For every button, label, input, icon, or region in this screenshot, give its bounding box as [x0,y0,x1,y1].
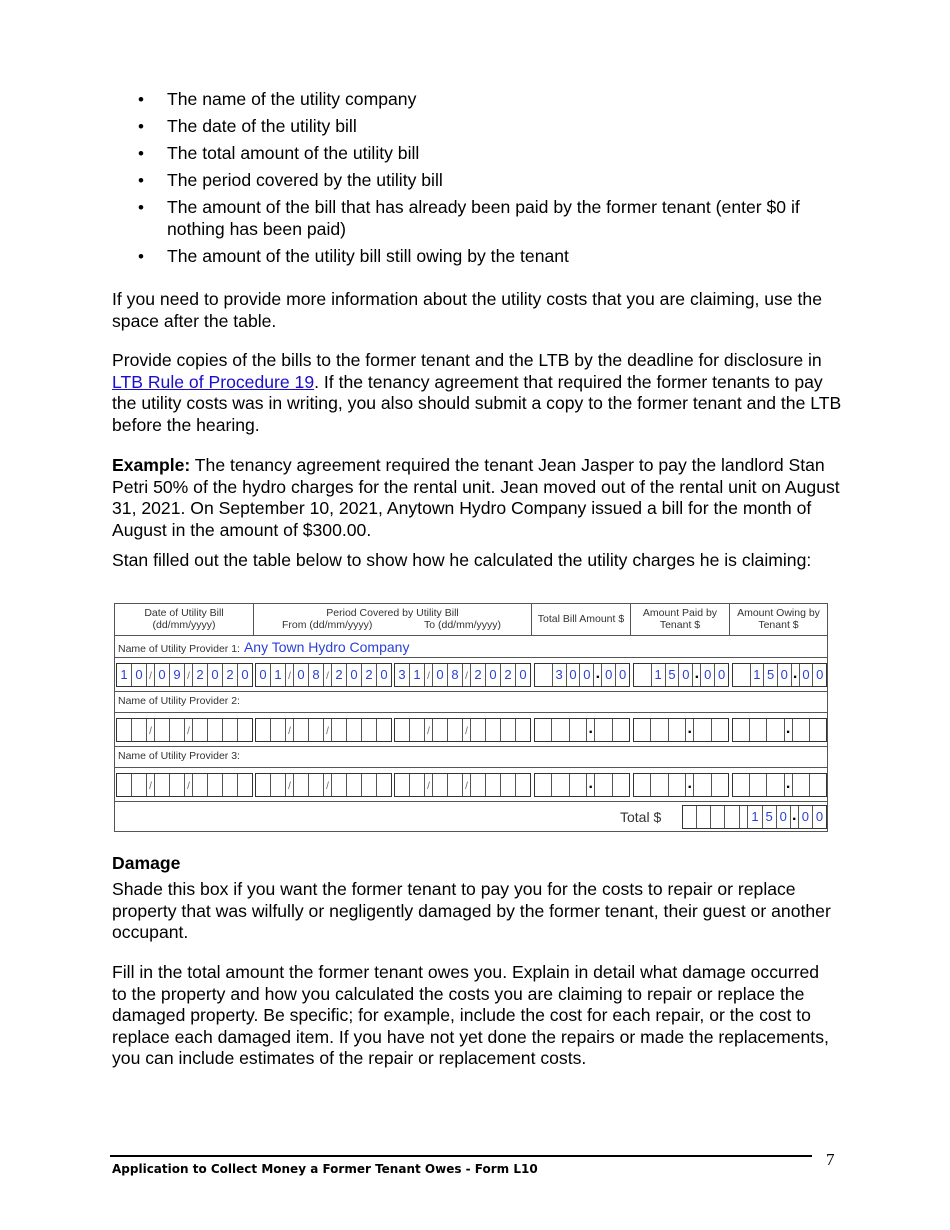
row1-to-field[interactable]: 3 1 / 0 8 / 2 0 2 0 [394,663,531,687]
footer-title: Application to Collect Money a Former Tenant Owes - Form L10 [112,1162,538,1176]
provider-1-name[interactable]: Any Town Hydro Company [243,639,410,655]
provider-3-label: Name of Utility Provider 3: [118,750,240,762]
row1-owing-field[interactable]: 1 5 0 . 0 0 [732,663,827,687]
total-label: Total $ [620,809,662,825]
footer-rule [110,1155,812,1157]
row2-to-field[interactable]: / / [394,718,531,742]
row2-total-field[interactable]: . [534,718,630,742]
row3-to-field[interactable]: / / [394,773,531,797]
requirements-list [112,89,852,273]
rule-19-link[interactable]: LTB Rule of Procedure 19 [112,371,315,392]
list-item: • The name of the utility company [112,89,852,111]
provider-2-label: Name of Utility Provider 2: [118,695,240,707]
info-paragraph: If you need to provide more information about the utility costs that you are claiming, use the space after the table. [112,289,823,331]
list-item: • The total amount of the utility bill [112,143,852,165]
example-text: The tenancy agreement required the tenant Jean Jasper to pay the landlord Stan Petri 50% of the hydro charges for the rental unit. Jean moved out of the rental unit on August 31, 2021. On September 10, 2021, Anytown Hydro Company issued a bill for the month of August in the amount of $300.00. [112,455,840,540]
header-total: Total Bill Amount $ [532,604,631,635]
disclosure-paragraph [112,350,847,436]
row3-total-field[interactable]: . [534,773,630,797]
header-period: Period Covered by Utility Bill From (dd/mm/yyyy) To (dd/mm/yyyy) [254,604,532,635]
provider-1-label: Name of Utility Provider 1: Any Town Hydro Company [118,639,410,655]
row2-date-field[interactable]: / / [116,718,253,742]
page-number: 7 [826,1150,835,1169]
header-owing: Amount Owing by Tenant $ [737,607,820,631]
header-paid: Amount Paid by Tenant $ [631,604,730,635]
list-item: • The date of the utility bill [112,116,852,138]
row1-total-field[interactable]: 3 0 0 . 0 0 [534,663,630,687]
row3-from-field[interactable]: / / [255,773,392,797]
disclosure-text: Provide copies of the bills to the former tenant and the LTB by the deadline for disclosure in [112,350,822,370]
row3-paid-field[interactable]: . [633,773,729,797]
table-intro: Stan filled out the table below to show how he calculated the utility charges he is claiming: [112,550,812,570]
row3-date-field[interactable]: / / [116,773,253,797]
row2-owing-field[interactable]: . [732,718,827,742]
row2-paid-field[interactable]: . [633,718,729,742]
list-item: • The amount of the utility bill still owing by the tenant [112,246,852,268]
disclosure-text-end: . If the tenancy agreement that required the former tenants to pay the utility costs was in writing, you also should submit a copy to the former tenant and the LTB before the hearing. [112,371,842,435]
damage-paragraph-2: Fill in the total amount the former tenant owes you. Explain in detail what damage occurred to the property and how you calculated the costs you are claiming to repair or replace the damaged property. Be specific; for example, include the cost for each repair, or the cost to replace each damaged item. If you have not yet done the repairs or made the replacements, you can include estimates of the repair or replacement costs. [112,962,829,1068]
row3-owing-field[interactable]: . [732,773,827,797]
row1-from-field[interactable]: 0 1 / 0 8 / 2 0 2 0 [255,663,392,687]
row1-paid-field[interactable]: 1 5 0 . 0 0 [633,663,729,687]
grand-total-field[interactable]: 1 5 0 . 0 0 [682,805,827,829]
list-item: • The period covered by the utility bill [112,170,852,192]
list-item: • The amount of the bill that has already been paid by the former tenant (enter $0 if nothing has been paid) [112,197,852,240]
damage-heading: Damage [112,853,181,873]
row2-from-field[interactable]: / / [255,718,392,742]
example-label: Example: [112,455,191,475]
example-paragraph [112,455,847,541]
row1-date-field[interactable]: 1 0 / 0 9 / 2 0 2 0 [116,663,253,687]
utility-table [114,603,828,832]
damage-paragraph-1: Shade this box if you want the former tenant to pay you for the costs to repair or replace property that was wilfully or negligently damaged by the former tenant, their guest or another occupant. [112,879,831,942]
header-date: Date of Utility Bill (dd/mm/yyyy) [115,604,254,635]
